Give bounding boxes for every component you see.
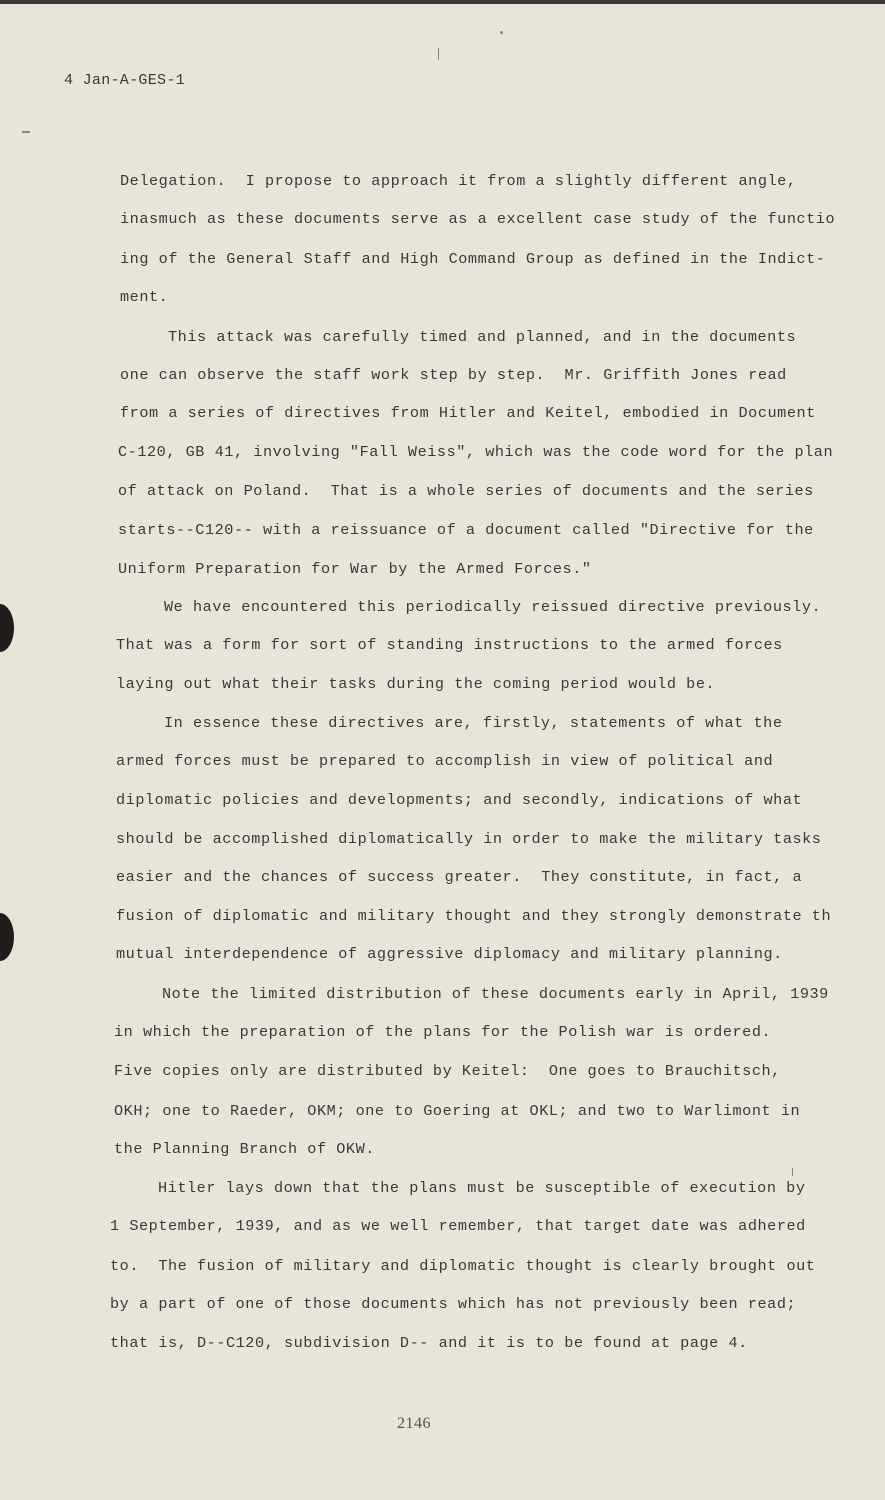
body-line: C-120, GB 41, involving "Fall Weiss", which was the code word for the plan xyxy=(118,443,834,461)
margin-mark xyxy=(438,48,439,60)
body-line: fusion of diplomatic and military thought and they strongly demonstrate th xyxy=(116,907,832,925)
body-line: Uniform Preparation for War by the Armed Forces." xyxy=(118,560,592,578)
margin-mark xyxy=(22,131,30,133)
body-line: easier and the chances of success greater. They constitute, in fact, a xyxy=(116,868,803,886)
body-line: This attack was carefully timed and planned, and in the documents xyxy=(168,328,797,346)
body-line: That was a form for sort of standing instructions to the armed forces xyxy=(116,636,783,654)
body-line: laying out what their tasks during the coming period would be. xyxy=(116,675,716,693)
body-line: of attack on Poland. That is a whole series of documents and the series xyxy=(118,482,814,500)
body-line: the Planning Branch of OKW. xyxy=(114,1140,375,1158)
body-line: starts--C120-- with a reissuance of a document called "Directive for the xyxy=(118,521,814,539)
body-line: diplomatic policies and developments; and secondly, indications of what xyxy=(116,791,803,809)
body-line: armed forces must be prepared to accomplish in view of political and xyxy=(116,752,774,770)
body-line: Note the limited distribution of these documents early in April, 1939 xyxy=(162,985,829,1003)
body-line: ing of the General Staff and High Command Group as defined in the Indict- xyxy=(120,250,826,268)
punch-hole-lower xyxy=(0,913,14,961)
body-line: one can observe the staff work step by step. Mr. Griffith Jones read xyxy=(120,366,787,384)
body-line: In essence these directives are, firstly, statements of what the xyxy=(164,714,783,732)
body-line: in which the preparation of the plans for the Polish war is ordered. xyxy=(114,1023,772,1041)
body-line: mutual interdependence of aggressive diplomacy and military planning. xyxy=(116,945,783,963)
body-line: Delegation. I propose to approach it from a slightly different angle, xyxy=(120,172,797,190)
body-line: 1 September, 1939, and as we well remember, that target date was adhered xyxy=(110,1217,806,1235)
page-top-edge xyxy=(0,0,885,4)
punch-hole-upper xyxy=(0,604,14,652)
document-reference: 4 Jan-A-GES-1 xyxy=(64,72,185,89)
body-line: inasmuch as these documents serve as a excellent case study of the functio xyxy=(120,210,836,228)
margin-mark xyxy=(500,31,503,34)
margin-mark xyxy=(792,1168,793,1176)
body-line: should be accomplished diplomatically in order to make the military tasks xyxy=(116,830,822,848)
body-line: by a part of one of those documents which has not previously been read; xyxy=(110,1295,797,1313)
body-line: from a series of directives from Hitler and Keitel, embodied in Document xyxy=(120,404,816,422)
body-line: We have encountered this periodically reissued directive previously. xyxy=(164,598,822,616)
body-line: that is, D--C120, subdivision D-- and it is to be found at page 4. xyxy=(110,1334,748,1352)
body-line: OKH; one to Raeder, OKM; one to Goering at OKL; and two to Warlimont in xyxy=(114,1102,801,1120)
page-number: 2146 xyxy=(397,1415,431,1432)
body-line: Five copies only are distributed by Keitel: One goes to Brauchitsch, xyxy=(114,1062,781,1080)
body-line: Hitler lays down that the plans must be susceptible of execution by xyxy=(158,1179,806,1197)
body-line: ment. xyxy=(120,288,169,306)
body-line: to. The fusion of military and diplomatic thought is clearly brought out xyxy=(110,1257,816,1275)
